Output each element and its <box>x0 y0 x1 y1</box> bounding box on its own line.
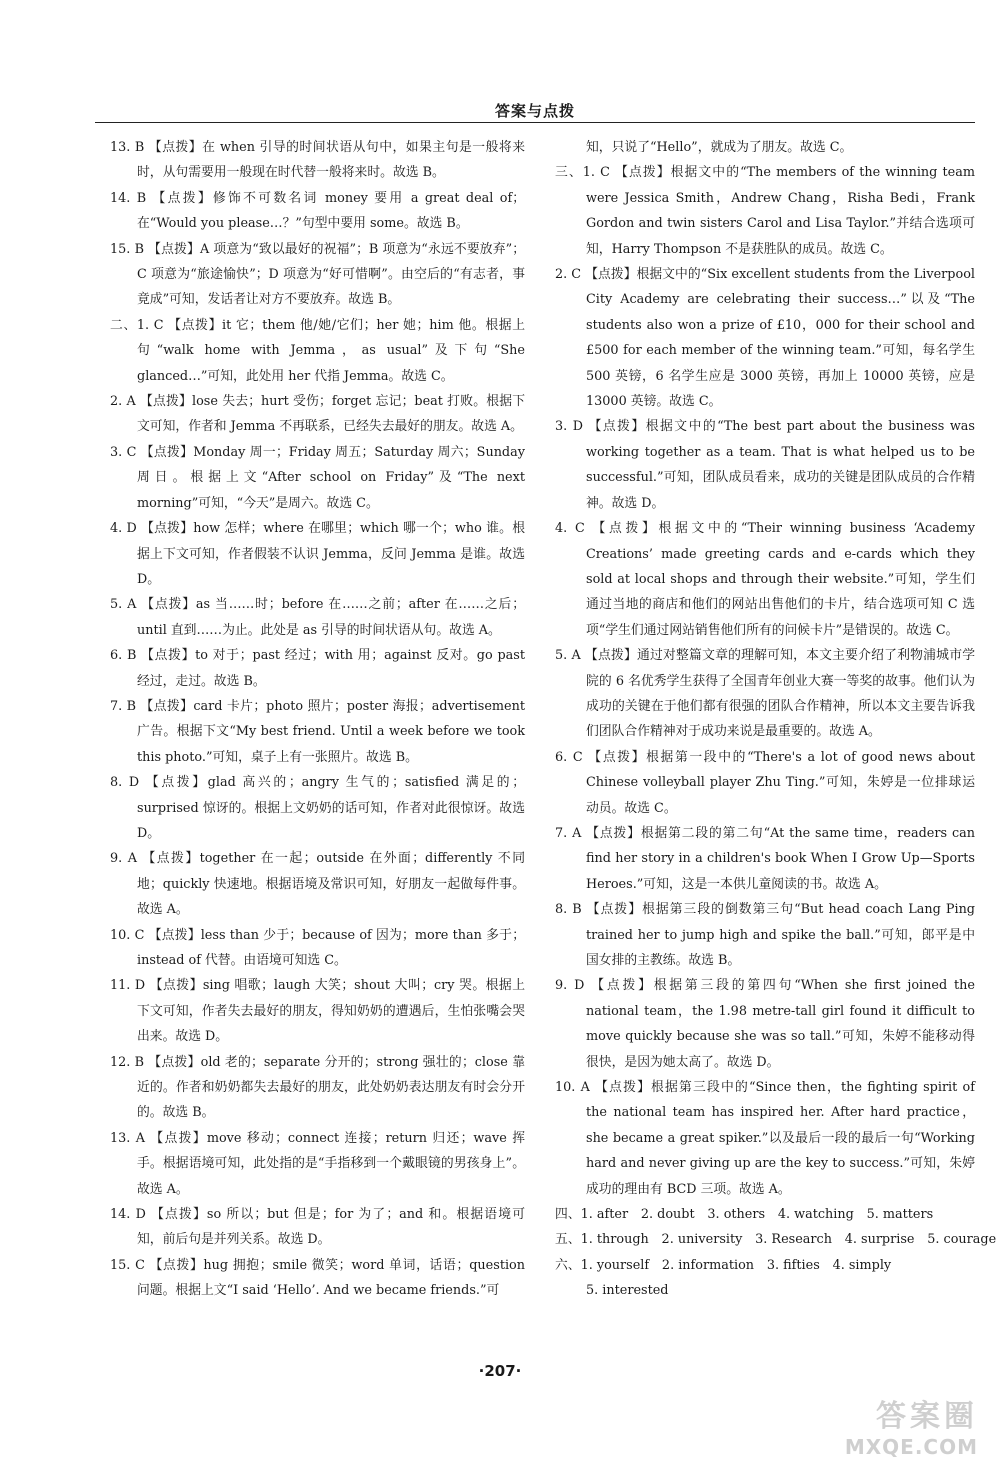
answer-entry: 5. A 【点拨】通过对整篇文章的理解可知，本文主要介绍了利物浦城市学院的 6 名优秀学生获得了全国青年创业大赛一等奖的故事。他们认为成功的关键在于他们都有很强的团队合作精神，所以本文主要告诉我们团队合作精神对于成功来说是最重要的。故选 A。 <box>555 648 975 740</box>
answer-row: 六、1. yourself 2. information 3. fifties 4. simply <box>555 1257 892 1273</box>
answer-row: 五、1. through 2. university 3. Research 4. surprise 5. courage <box>555 1232 997 1248</box>
answer-entry: 6. B 【点拨】to 对于；past 经过；with 用；against 反对。go past 经过，走过。故选 B。 <box>110 648 525 689</box>
answer-entry: 4. C 【点拨】根据文中的“Their winning business ‘Academy Creations’ made greeting cards and e-cards which they sold at local shops and through their website.”可知，学生们通过当地的商店和他们的网站出售他们的卡片，结合选项可知 C 选项“学生们通过网站销售他们所有的问候卡片”是错误的。故选 C。 <box>555 521 975 638</box>
answer-entry: 14. B 【点拨】修饰不可数名词 money 要用 a great deal of；在“Would you please…？”句型中要用 some。故选 B。 <box>110 190 525 232</box>
answer-entry: 3. C 【点拨】Monday 周一；Friday 周五；Saturday 周六；Sunday 周日。根据上文“After school on Friday”及“The next morning”可知，“今天”是周六。故选 C。 <box>110 444 525 511</box>
page-number: ·207· <box>478 1362 522 1380</box>
answer-entry: 13. B 【点拨】在 when 引导的时间状语从句中，如果主句是一般将来时，从句需要用一般现在时代替一般将来时。故选 B。 <box>110 140 525 181</box>
answer-entry: 15. C 【点拨】hug 拥抱；smile 微笑；word 单词，话语；question 问题。根据上文“I said ‘Hello’. And we became friends.”可 <box>110 1257 525 1299</box>
answer-entry: 10. C 【点拨】less than 少于；because of 因为；more than 多于；instead of 代替。由语境可知选 C。 <box>110 927 525 968</box>
answer-entry: 10. A 【点拨】根据第三段中的“Since then，the fighting spirit of the national team has inspired her. After hard practice，she became a great spiker.”以及最后一段的最后一句“Working hard and never giving up are the key to success.”可知，朱婷成功的理由有 BCD 三项。故选 A。 <box>555 1080 975 1197</box>
answer-row: 四、1. after 2. doubt 3. others 4. watching 5. matters <box>555 1207 934 1223</box>
answer-entry: 13. A 【点拨】move 移动；connect 连接；return 归还；wave 挥手。根据语境可知，此处指的是“手指移到一个戴眼镜的男孩身上”。故选 A。 <box>110 1130 525 1197</box>
watermark-logo-text: 答案圈 <box>876 1399 978 1434</box>
answer-entry: 2. C 【点拨】根据文中的“Six excellent students from the Liverpool City Academy are celebrating their success…”以及“The students also won a prize of £10，000 for their school and £500 for each member of the winning team.”可知，每名学生 500 英镑，6 名学生应是 3000 英镑，再加上 10000 英镑，应是 13000 英镑。故选 C。 <box>555 267 975 410</box>
page-header-title: 答案与点拨 <box>494 102 575 120</box>
answer-entry: 9. D 【点拨】根据第三段的第四句“When she first joined the national team，the 1.98 metre-tall girl found it difficult to move quickly because she was so tall.”可知，朱婷不能移动得很快，是因为她太高了。故选 D。 <box>555 978 975 1070</box>
answer-entry: 6. C 【点拨】根据第一段中的“There's a lot of good news about Chinese volleyball player Zhu Ting.”可知，朱婷是一位排球运动员。故选 C。 <box>555 749 975 816</box>
answer-entry: 4. D 【点拨】how 怎样；where 在哪里；which 哪一个；who 谁。根据上下文可知，作者假装不认识 Jemma，反问 Jemma 是谁。故选 D。 <box>110 521 525 587</box>
answer-entry: 三、1. C 【点拨】根据文中的“The members of the winning team were Jessica Smith，Andrew Chang，Risha Bedi，Frank Gordon and twin sisters Carol and Lisa Taylor.”并结合选项可知，Harry Thompson 不是获胜队的成员。故选 C。 <box>555 165 975 257</box>
answer-entry: 9. A 【点拨】together 在一起；outside 在外面；differently 不同地；quickly 快速地。根据语境及常识可知，好朋友一起做每件事。故选 A。 <box>110 851 525 918</box>
watermark-logo <box>788 1391 978 1461</box>
answer-entry: 3. D 【点拨】根据文中的“The best part about the business was working together as a team. That is what helped us to be successful.”可知，团队成员看来，成功的关键是团队成员的合作精神。故选 D。 <box>555 419 975 511</box>
answer-continuation: 知，只说了“Hello”，就成为了朋友。故选 C。 <box>586 140 853 155</box>
left-column <box>110 135 525 1304</box>
answer-entry: 8. B 【点拨】根据第三段的倒数第三句“But head coach Lang Ping trained her to jump high and spike the ball.”可知，郎平是中国女排的主教练。故选 B。 <box>555 902 975 968</box>
answer-entry: 8. D 【点拨】glad 高兴的；angry 生气的；satisfied 满足的；surprised 惊讶的。根据上文奶奶的话可知，作者对此很惊讶。故选 D。 <box>110 775 525 841</box>
answer-entry: 二、1. C 【点拨】it 它；them 他/她/它们；her 她；him 他。根据上句“walk home with Jemma，as usual”及下句“She glanced…”可知，此处用 her 代指 Jemma。故选 C。 <box>110 317 525 384</box>
answer-entry: 14. D 【点拨】so 所以；but 但是；for 为了；and 和。根据语境可知，前后句是并列关系。故选 D。 <box>110 1207 525 1248</box>
answer-entry: 11. D 【点拨】sing 唱歌；laugh 大笑；shout 大叫；cry 哭。根据上下文可知，作者失去最好的朋友，得知奶奶的遭遇后，生怕张嘴会哭出来。故选 D。 <box>110 978 525 1045</box>
answer-row-continuation: 5. interested <box>586 1283 669 1299</box>
header-rule <box>95 122 975 123</box>
answer-entry: 7. B 【点拨】card 卡片；photo 照片；poster 海报；advertisement 广告。根据下文“My best friend. Until a week before we took this photo.”可知，桌子上有一张照片。故选 B。 <box>110 698 525 765</box>
right-column <box>555 135 997 1304</box>
answer-entry: 7. A 【点拨】根据第二段的第二句“At the same time，readers can find her story in a children's book When I Grow Up—Sports Heroes.”可知，这是一本供儿童阅读的书。故选 A。 <box>555 825 975 892</box>
answer-entry: 5. A 【点拨】as 当……时；before 在……之前；after 在……之后；until 直到……为止。此处是 as 引导的时间状语从句。故选 A。 <box>110 597 525 638</box>
watermark-logo-url: MXQE.COM <box>844 1435 978 1459</box>
answer-entry: 12. B 【点拨】old 老的；separate 分开的；strong 强壮的；close 靠近的。作者和奶奶都失去最好的朋友，此处奶奶表达朋友有时会分开的。故选 B。 <box>110 1054 525 1121</box>
answer-entry: 15. B 【点拨】A 项意为“致以最好的祝福”；B 项意为“永远不要放弃”；C 项意为“旅途愉快”；D 项意为“好可惜啊”。由空后的“有志者，事竟成”可知，发话者让对方不要放弃。故选 B。 <box>110 241 525 308</box>
answer-entry: 2. A 【点拨】lose 失去；hurt 受伤；forget 忘记；beat 打败。根据下文可知，作者和 Jemma 不再联系，已经失去最好的朋友。故选 A。 <box>110 394 525 435</box>
